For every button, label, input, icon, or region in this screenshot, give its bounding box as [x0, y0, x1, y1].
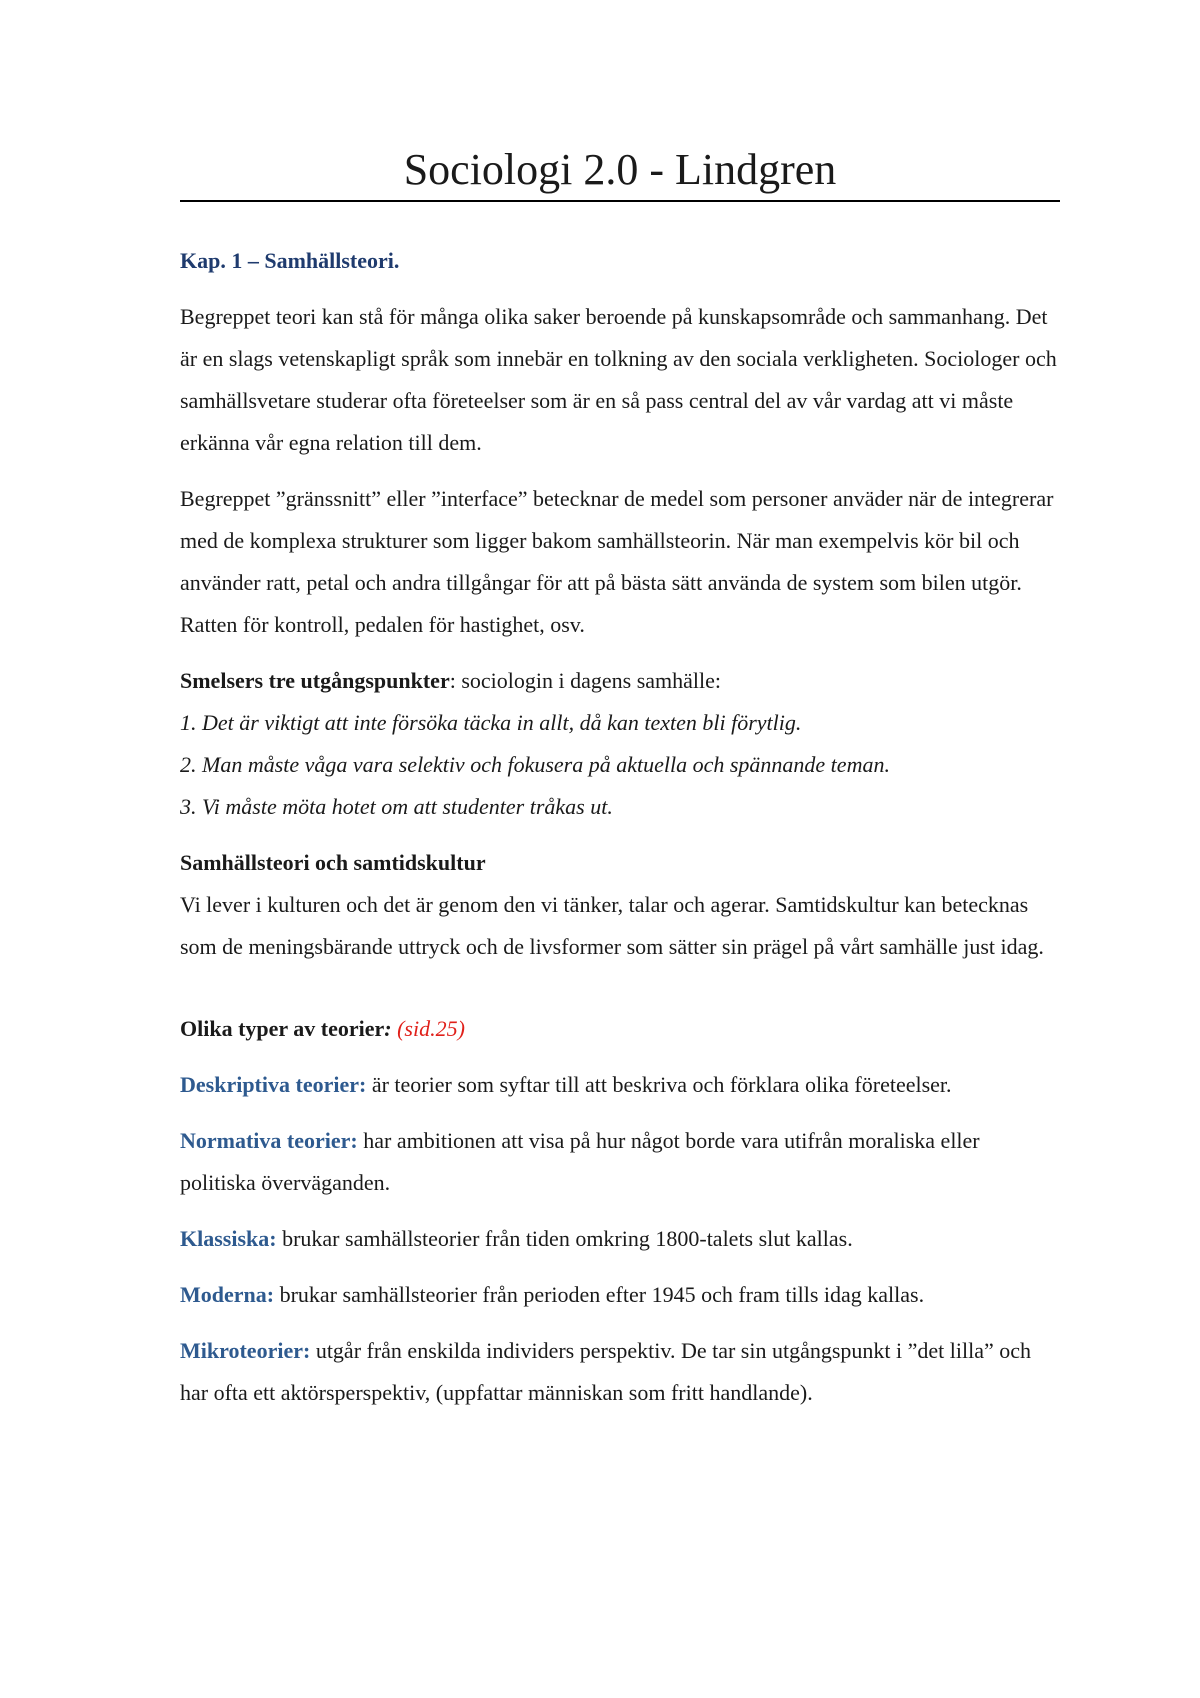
term-deskriptiva: Deskriptiva teorier:: [180, 1072, 367, 1097]
title-underline: [180, 200, 1060, 202]
types-heading-text: Olika typer av teorier: [180, 1016, 385, 1041]
document-title: Sociologi 2.0 - Lindgren: [403, 145, 837, 194]
smelsers-item-1: 1. Det är viktigt att inte försöka täcka in allt, då kan texten bli förytlig.: [180, 710, 802, 735]
smelsers-item-3: 3. Vi måste möta hotet om att studenter tråkas ut.: [180, 794, 613, 819]
definition-klassiska: brukar samhällsteorier från tiden omkring 1800-talets slut kallas.: [276, 1226, 853, 1251]
smelsers-intro: [180, 660, 1060, 702]
definition-deskriptiva: är teorier som syftar till att beskriva och förklara olika företeelser.: [366, 1072, 952, 1097]
type-entry-klassiska: [180, 1218, 1060, 1260]
smelsers-section: [180, 660, 1060, 828]
term-moderna: Moderna:: [180, 1282, 275, 1307]
spacer: [180, 982, 1060, 1008]
document-body: [180, 240, 1060, 1428]
paragraph-granssnitt: Begreppet ”gränssnitt” eller ”interface” betecknar de medel som personer anväder när de integrerar med de komplexa strukturer som ligger bakom samhällsteorin. När man exempelvis kör bil och använder ratt, petal och andra tillgångar för att på bästa sätt använda de system som bilen utgör. Ratten för kontroll, pedalen för hastighet, osv.: [180, 486, 1054, 637]
type-entry-normativa: [180, 1120, 1060, 1204]
types-heading: [180, 1008, 1060, 1050]
type-entry-deskriptiva: [180, 1064, 1060, 1106]
smelsers-item-2: 2. Man måste våga vara selektiv och fokusera på aktuella och spännande teman.: [180, 752, 890, 777]
page-reference: (sid.25): [397, 1016, 465, 1041]
chapter-heading: Kap. 1 – Samhällsteori.: [180, 248, 400, 273]
smelsers-lead: Smelsers tre utgångspunkter: [180, 668, 450, 693]
definition-moderna: brukar samhällsteorier från perioden efter 1945 och fram tills idag kallas.: [274, 1282, 925, 1307]
types-heading-colon: :: [384, 1016, 398, 1041]
type-entry-mikroteorier: [180, 1330, 1060, 1414]
paragraph-teori: Begreppet teori kan stå för många olika saker beroende på kunskapsområde och sammanhang. Det är en slags vetenskapligt språk som innebär en tolkning av den sociala verkligheten. Sociologer och samhällsvetare studerar ofta företeelser som är en så pass central del av vår vardag att vi måste erkänna vår egna relation till dem.: [180, 304, 1057, 455]
type-entry-moderna: [180, 1274, 1060, 1316]
term-mikroteorier: Mikroteorier:: [180, 1338, 311, 1363]
definition-normativa: har ambitionen att visa på hur något borde vara utifrån moraliska eller politiska överväganden.: [180, 1128, 980, 1195]
samtid-heading: Samhällsteori och samtidskultur: [180, 850, 486, 875]
definition-mikroteorier: utgår från enskilda individers perspektiv. De tar sin utgångspunkt i ”det lilla” och har ofta ett aktörsperspektiv, (uppfattar människan som fritt handlande).: [180, 1338, 1032, 1405]
samtid-section: [180, 842, 1060, 968]
samtid-text: Vi lever i kulturen och det är genom den vi tänker, talar och agerar. Samtidskultur kan betecknas som de meningsbärande uttryck och de livsformer som sätter sin prägel på vårt samhälle just idag.: [180, 892, 1044, 959]
term-normativa: Normativa teorier:: [180, 1128, 358, 1153]
smelsers-rest: : sociologin i dagens samhälle:: [449, 668, 722, 693]
term-klassiska: Klassiska:: [180, 1226, 277, 1251]
